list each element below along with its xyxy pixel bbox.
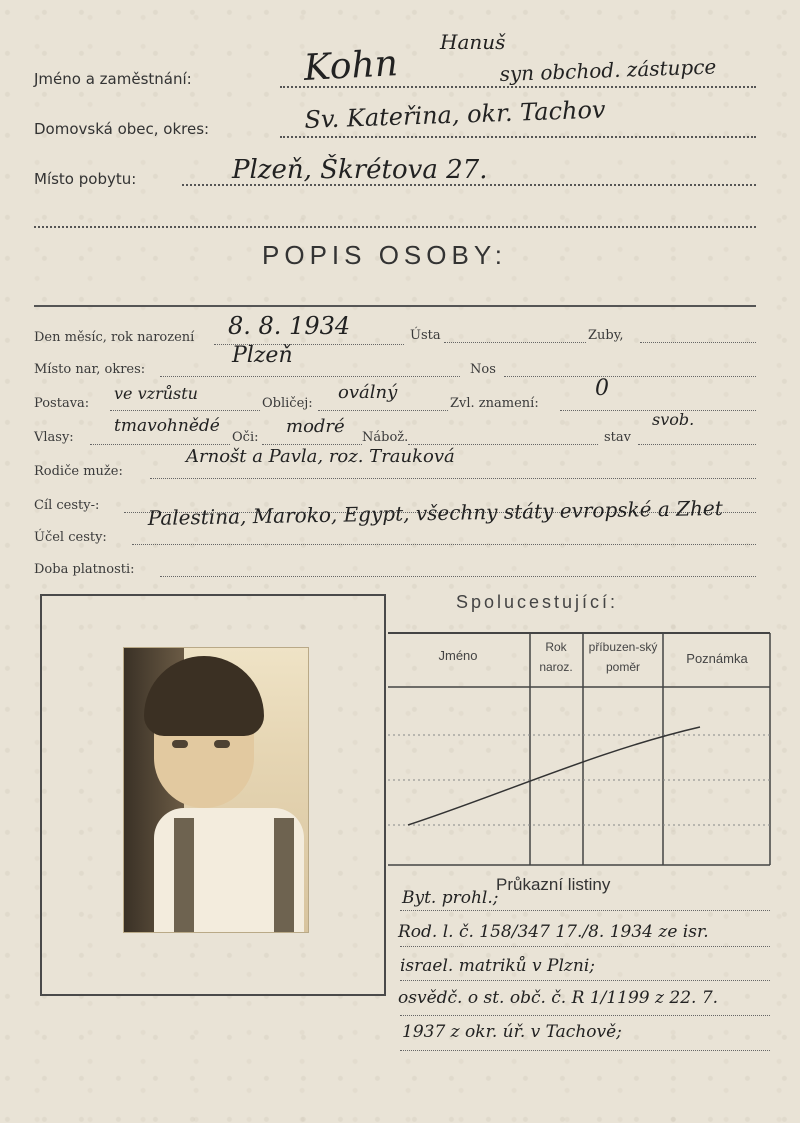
home-label: Domovská obec, okres: (34, 120, 210, 138)
header-bottom-line (34, 226, 756, 228)
mouth-line (444, 342, 586, 343)
marks-value: 0 (595, 376, 609, 401)
birth-place-value: Plzeň (232, 343, 293, 368)
companions-title: Spolucestující: (456, 592, 619, 612)
purpose-value: Palestina, Maroko, Egypt, všechny státy evropské a Zhet (147, 495, 723, 530)
hair-value: tmavohnědé (114, 416, 220, 436)
documents-line-4 (400, 1015, 770, 1016)
religion-line (408, 444, 598, 445)
status-line (638, 444, 756, 445)
validity-label: Doba platnosti: (34, 562, 135, 577)
face-label: Obličej: (262, 396, 313, 411)
title-rule (34, 305, 756, 307)
birth-place-label: Místo nar, okres: (34, 362, 146, 377)
documents-line-1 (400, 910, 770, 911)
document-line-3: israel. matriků v Plzni; (400, 956, 595, 976)
validity-line (160, 576, 756, 577)
occupation-value: syn obchod. zástupce (499, 54, 717, 86)
photo-eye-left (172, 740, 188, 748)
document-line-1: Byt. prohl.; (402, 888, 499, 908)
name-value: Kohn (302, 43, 399, 89)
first-name-value: Hanuš (440, 30, 506, 54)
documents-line-3 (400, 980, 770, 981)
birth-date-value: 8. 8. 1934 (228, 312, 351, 340)
hair-line (90, 444, 230, 445)
eyes-label: Oči: (232, 430, 259, 445)
eyes-line (262, 444, 362, 445)
birth-date-label: Den měsíc, rok narození (34, 330, 195, 345)
documents-line-5 (400, 1050, 770, 1051)
home-line (280, 136, 756, 138)
document-line-2: Rod. l. č. 158/347 17./8. 1934 ze isr. (398, 922, 709, 942)
photo-strap-left (174, 818, 194, 933)
figure-label: Postava: (34, 396, 90, 411)
documents-line-2 (400, 946, 770, 947)
cancel-stroke (408, 727, 700, 825)
religion-label: Nábož. (362, 430, 409, 445)
status-value: svob. (652, 410, 695, 429)
teeth-line (640, 342, 756, 343)
document-line-4: osvědč. o st. obč. č. R 1/1199 z 22. 7. (398, 988, 719, 1008)
residence-label: Místo pobytu: (34, 170, 137, 188)
nose-label: Nos (470, 362, 496, 377)
col-header-note: Poznámka (686, 651, 748, 666)
nose-line (504, 376, 756, 377)
residence-value: Plzeň, Škrétova 27. (232, 155, 488, 185)
mouth-label: Ústa (410, 328, 441, 343)
destination-label: Cíl cesty-: (34, 498, 100, 513)
home-value: Sv. Kateřina, okr. Tachov (304, 95, 606, 134)
col-header-birth-year: Rok naroz. (539, 640, 573, 674)
purpose-label: Účel cesty: (34, 530, 107, 545)
document-line-5: 1937 z okr. úř. v Tachově; (402, 1022, 622, 1042)
parents-line (150, 478, 756, 479)
face-line (318, 410, 448, 411)
documents-title: Průkazní listiny (496, 875, 611, 894)
marks-label: Zvl. znamení: (450, 396, 539, 411)
hair-label: Vlasy: (34, 430, 74, 445)
face-value: oválný (338, 382, 398, 403)
page-title: POPIS OSOBY: (262, 240, 507, 270)
col-header-name: Jméno (438, 648, 478, 663)
name-label: Jméno a zaměstnání: (34, 70, 192, 88)
parents-value: Arnošt a Pavla, roz. Trauková (186, 446, 455, 467)
status-label: stav (604, 430, 631, 445)
teeth-label: Zuby, (588, 328, 624, 343)
col-header-relation: příbuzen-ský poměr (588, 640, 658, 674)
eyes-value: modré (286, 416, 345, 437)
parents-label: Rodiče muže: (34, 464, 123, 479)
birth-place-line (160, 376, 460, 377)
portrait-photo (123, 647, 309, 933)
figure-value: ve vzrůstu (114, 384, 198, 403)
purpose-line (132, 544, 756, 545)
photo-eye-right (214, 740, 230, 748)
figure-line (110, 410, 260, 411)
photo-strap-right (274, 818, 294, 933)
